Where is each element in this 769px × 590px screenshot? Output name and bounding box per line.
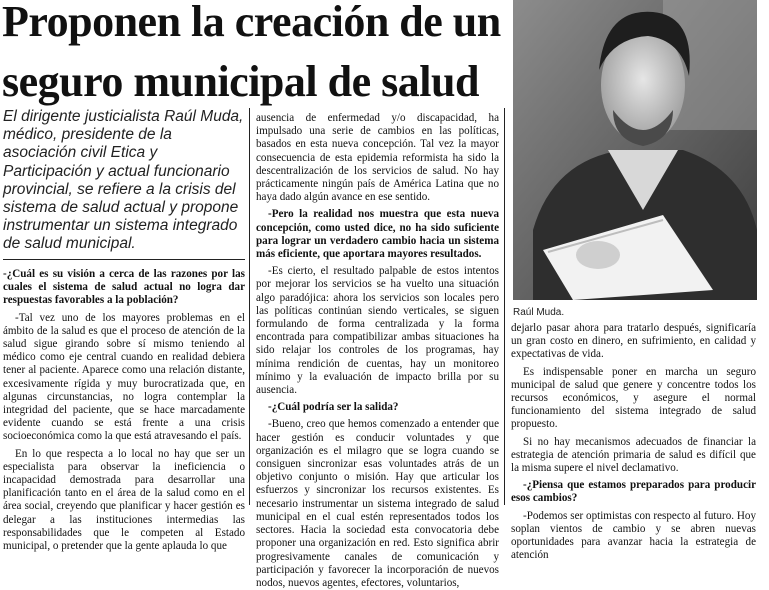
headline-line-1: Proponen la creación de un xyxy=(2,0,501,46)
question-4: -¿Piensa que estamos preparados para producir esos cambios? xyxy=(511,479,756,505)
question-3: -¿Cuál podría ser la salida? xyxy=(268,401,399,414)
article-column-1 xyxy=(3,268,245,553)
article-column-2 xyxy=(256,112,499,590)
question-1: -¿Cuál es su visión a cerca de las razones por las cuales el sistema de salud actual no logra dar respuestas favorables a la población? xyxy=(3,268,245,307)
column-3-paragraph-3: Si no hay mecanismos adecuados de financiar la estrategia de atención primaria de salud es difícil que la misma supere el nivel declamativo. xyxy=(511,435,756,475)
column-3-paragraph-2: Es indispensable poner en marcha un seguro municipal de salud que genere y concentre todos los recursos económicos, y asegure el normal funcionamiento del sistema integrado de salud propuesto. xyxy=(511,365,756,431)
answer-4: -Podemos ser optimistas con respecto al futuro. Hoy soplan vientos de cambio y se abren nuevas oportunidades para avanzar hacia la estrategia de atención xyxy=(511,509,756,562)
column-divider-1 xyxy=(249,108,250,505)
portrait-photo-illustration xyxy=(513,0,757,300)
answer-1-paragraph-2: En lo que respecta a lo local no hay que ser un especialista para observar la ineficiencia o incapacidad demostrada para desarrollar una planificación tanto en el área de la salud como en el área social, creyendo que planificar y hacer gestión es delegar a las instituciones intermedias las responsabilidades que le competen al Estado municipal, o pretender que la gente aplauda lo que xyxy=(3,447,245,553)
intro-rule xyxy=(3,259,245,260)
column-2-paragraph-1: ausencia de enfermedad y/o discapacidad, ha impulsado una serie de cambios en las políticas, basados en esta nueva concepción. Tal vez la mayor consecuencia de esta epidemia reformista ha sido la descentralización de los servicios de salud. No hay prácticamente ningún país de América Latina que no haya dado algún avance en ese sentido. xyxy=(256,112,499,204)
photo-caption: Raúl Muda. xyxy=(513,307,565,318)
column-3-paragraph-1: dejarlo pasar ahora para tratarlo después, significaría un gran costo en dinero, en sufrimiento, en calidad y expectativas de vida. xyxy=(511,322,756,361)
answer-1-paragraph-1: -Tal vez uno de los mayores problemas en el ámbito de la salud es que el proceso de atención de la salud sigue girando sobre sí mismo teniendo al médico como eje central cuando en realidad debiera tener al paciente. Aparece como una relación distante, excesivamente rígida y muy burocratizada que, en algunas circunstancias, no logra contemplar la integridad del paciente, que se hace marcadamente evidente cuando se está frente a una crisis socioeconómica como la que está atravesando el país. xyxy=(3,311,245,443)
intro-deck: El dirigente justicialista Raúl Muda, médico, presidente de la asociación civil Etica y Participación y actual funcionario provincial, se refiere a la crisis del sistema de salud actual y propone instrumentar un sistema integrado de salud municipal. xyxy=(3,108,244,253)
answer-2: -Es cierto, el resultado palpable de estos intentos por mejorar los servicios se ha vuelto una situación algo paradójica: ahora los servicios son locales pero las políticas continúan siendo verticales, se siguen formulando de forma centralizada y la forma encontrada para compatibilizar ambas situaciones ha sido relajar los controles de los programas, hay mínima rendición de cuentas, hay un monitoreo mínimo y la evaluación de impacto brilla por su ausencia. xyxy=(256,265,499,397)
portrait-photo xyxy=(513,0,757,300)
column-divider-2 xyxy=(504,108,505,505)
question-2: -Pero la realidad nos muestra que esta nueva concepción, como usted dice, no ha sido suficiente para lograr un verdadero cambio hacia un sistema más eficiente, que aportara mayores resultados. xyxy=(256,208,499,261)
answer-3: -Bueno, creo que hemos comenzado a entender que hacer gestión es conducir voluntades y que organización es el milagro que se logra cuando se consiguen sincronizar esas voluntades atrás de un objetivo conjunto o misión. Hay que articular los esfuerzos y sincronizar los recursos existentes. Es necesario instrumentar un sistema integrado de salud municipal en el cual estén representados todos los sectores. Hacia la sociedad esta convocatoria debe proponer una organización en red. Esto significa abrir progresivamente canales de comunicación y participación y favorecer la incorporación de nuevos nodos, nuevos agentes, efectores, voluntarios, xyxy=(256,418,499,589)
article-column-3 xyxy=(511,322,756,562)
headline-line-2: seguro municipal de salud xyxy=(2,57,479,106)
